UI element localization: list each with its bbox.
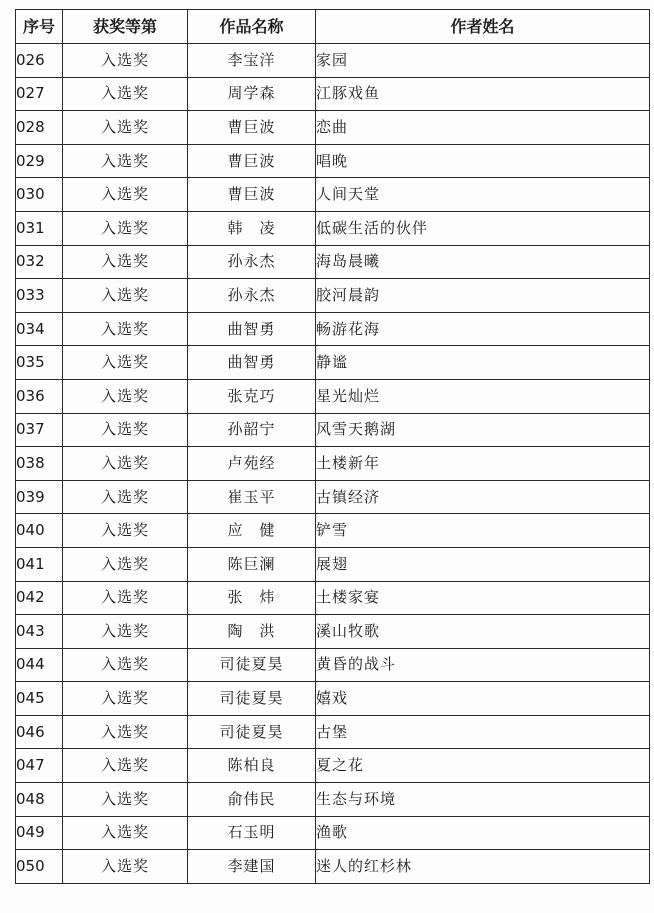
cell-award: 入选奖 bbox=[63, 346, 188, 380]
cell-work-name: 陈巨澜 bbox=[188, 547, 316, 581]
cell-number: 050 bbox=[16, 850, 63, 884]
table-row bbox=[16, 245, 650, 279]
cell-number: 046 bbox=[16, 715, 63, 749]
cell-award: 入选奖 bbox=[63, 447, 188, 481]
cell-work-name: 韩 凌 bbox=[188, 211, 316, 245]
cell-work-name: 周学森 bbox=[188, 77, 316, 111]
table-row bbox=[16, 279, 650, 313]
cell-number: 042 bbox=[16, 581, 63, 615]
table-row bbox=[16, 312, 650, 346]
table-row bbox=[16, 480, 650, 514]
cell-work-name: 司徒夏昊 bbox=[188, 648, 316, 682]
cell-author-name: 恋曲 bbox=[316, 111, 650, 145]
cell-number: 037 bbox=[16, 413, 63, 447]
cell-award: 入选奖 bbox=[63, 44, 188, 78]
cell-work-name: 曹巨波 bbox=[188, 178, 316, 212]
cell-work-name: 司徒夏昊 bbox=[188, 715, 316, 749]
header-row bbox=[16, 10, 650, 44]
table-row bbox=[16, 447, 650, 481]
cell-author-name: 展翅 bbox=[316, 547, 650, 581]
cell-number: 045 bbox=[16, 682, 63, 716]
table-row bbox=[16, 514, 650, 548]
cell-author-name: 古堡 bbox=[316, 715, 650, 749]
table-row bbox=[16, 648, 650, 682]
cell-number: 028 bbox=[16, 111, 63, 145]
cell-author-name: 嬉戏 bbox=[316, 682, 650, 716]
cell-work-name: 曹巨波 bbox=[188, 111, 316, 145]
cell-author-name: 静谧 bbox=[316, 346, 650, 380]
cell-work-name: 司徒夏昊 bbox=[188, 682, 316, 716]
header-author-name: 作者姓名 bbox=[316, 10, 650, 44]
cell-award: 入选奖 bbox=[63, 514, 188, 548]
cell-number: 030 bbox=[16, 178, 63, 212]
cell-award: 入选奖 bbox=[63, 413, 188, 447]
header-award: 获奖等第 bbox=[63, 10, 188, 44]
table-body bbox=[16, 44, 650, 884]
cell-award: 入选奖 bbox=[63, 312, 188, 346]
header-number: 序号 bbox=[16, 10, 63, 44]
cell-work-name: 曲智勇 bbox=[188, 312, 316, 346]
table-row bbox=[16, 547, 650, 581]
cell-number: 049 bbox=[16, 816, 63, 850]
cell-work-name: 曹巨波 bbox=[188, 144, 316, 178]
cell-author-name: 胶河晨韵 bbox=[316, 279, 650, 313]
cell-number: 048 bbox=[16, 783, 63, 817]
cell-work-name: 孙永杰 bbox=[188, 279, 316, 313]
cell-number: 036 bbox=[16, 379, 63, 413]
table-row bbox=[16, 715, 650, 749]
table-row bbox=[16, 211, 650, 245]
table-row bbox=[16, 682, 650, 716]
cell-author-name: 夏之花 bbox=[316, 749, 650, 783]
table-row bbox=[16, 413, 650, 447]
cell-award: 入选奖 bbox=[63, 850, 188, 884]
table-row bbox=[16, 44, 650, 78]
cell-number: 032 bbox=[16, 245, 63, 279]
cell-number: 034 bbox=[16, 312, 63, 346]
cell-number: 038 bbox=[16, 447, 63, 481]
cell-award: 入选奖 bbox=[63, 77, 188, 111]
cell-author-name: 土楼家宴 bbox=[316, 581, 650, 615]
cell-work-name: 张 炜 bbox=[188, 581, 316, 615]
cell-number: 047 bbox=[16, 749, 63, 783]
header-work-name: 作品名称 bbox=[188, 10, 316, 44]
table-row bbox=[16, 783, 650, 817]
cell-work-name: 俞伟民 bbox=[188, 783, 316, 817]
cell-award: 入选奖 bbox=[63, 581, 188, 615]
cell-author-name: 江豚戏鱼 bbox=[316, 77, 650, 111]
cell-award: 入选奖 bbox=[63, 144, 188, 178]
table-header bbox=[16, 10, 650, 44]
cell-author-name: 铲雪 bbox=[316, 514, 650, 548]
cell-number: 026 bbox=[16, 44, 63, 78]
cell-author-name: 海岛晨曦 bbox=[316, 245, 650, 279]
cell-work-name: 曲智勇 bbox=[188, 346, 316, 380]
cell-work-name: 卢苑经 bbox=[188, 447, 316, 481]
table-row bbox=[16, 111, 650, 145]
cell-author-name: 迷人的红杉林 bbox=[316, 850, 650, 884]
table-row bbox=[16, 581, 650, 615]
cell-author-name: 畅游花海 bbox=[316, 312, 650, 346]
cell-number: 039 bbox=[16, 480, 63, 514]
table-row bbox=[16, 816, 650, 850]
table-row bbox=[16, 749, 650, 783]
cell-award: 入选奖 bbox=[63, 245, 188, 279]
cell-author-name: 唱晚 bbox=[316, 144, 650, 178]
cell-work-name: 孙韶宁 bbox=[188, 413, 316, 447]
cell-author-name: 溪山牧歌 bbox=[316, 615, 650, 649]
cell-work-name: 李宝洋 bbox=[188, 44, 316, 78]
cell-award: 入选奖 bbox=[63, 379, 188, 413]
cell-author-name: 家园 bbox=[316, 44, 650, 78]
cell-award: 入选奖 bbox=[63, 279, 188, 313]
cell-work-name: 崔玉平 bbox=[188, 480, 316, 514]
cell-award: 入选奖 bbox=[63, 783, 188, 817]
cell-award: 入选奖 bbox=[63, 682, 188, 716]
cell-number: 041 bbox=[16, 547, 63, 581]
cell-number: 027 bbox=[16, 77, 63, 111]
cell-award: 入选奖 bbox=[63, 211, 188, 245]
cell-number: 035 bbox=[16, 346, 63, 380]
cell-number: 033 bbox=[16, 279, 63, 313]
cell-award: 入选奖 bbox=[63, 111, 188, 145]
cell-number: 043 bbox=[16, 615, 63, 649]
cell-work-name: 张克巧 bbox=[188, 379, 316, 413]
cell-author-name: 低碳生活的伙伴 bbox=[316, 211, 650, 245]
cell-award: 入选奖 bbox=[63, 547, 188, 581]
cell-award: 入选奖 bbox=[63, 749, 188, 783]
cell-work-name: 孙永杰 bbox=[188, 245, 316, 279]
cell-award: 入选奖 bbox=[63, 715, 188, 749]
cell-award: 入选奖 bbox=[63, 178, 188, 212]
cell-author-name: 风雪天鹅湖 bbox=[316, 413, 650, 447]
cell-author-name: 生态与环境 bbox=[316, 783, 650, 817]
cell-award: 入选奖 bbox=[63, 615, 188, 649]
cell-author-name: 人间天堂 bbox=[316, 178, 650, 212]
award-table bbox=[15, 9, 650, 884]
cell-author-name: 古镇经济 bbox=[316, 480, 650, 514]
cell-number: 031 bbox=[16, 211, 63, 245]
cell-number: 029 bbox=[16, 144, 63, 178]
cell-author-name: 土楼新年 bbox=[316, 447, 650, 481]
cell-number: 040 bbox=[16, 514, 63, 548]
cell-author-name: 渔歌 bbox=[316, 816, 650, 850]
table-row bbox=[16, 615, 650, 649]
cell-award: 入选奖 bbox=[63, 816, 188, 850]
table-row bbox=[16, 178, 650, 212]
cell-work-name: 陈柏良 bbox=[188, 749, 316, 783]
cell-award: 入选奖 bbox=[63, 648, 188, 682]
table-row bbox=[16, 850, 650, 884]
table-row bbox=[16, 77, 650, 111]
cell-work-name: 应 健 bbox=[188, 514, 316, 548]
table-row bbox=[16, 144, 650, 178]
cell-author-name: 黄昏的战斗 bbox=[316, 648, 650, 682]
cell-work-name: 石玉明 bbox=[188, 816, 316, 850]
cell-work-name: 李建国 bbox=[188, 850, 316, 884]
cell-work-name: 陶 洪 bbox=[188, 615, 316, 649]
cell-author-name: 星光灿烂 bbox=[316, 379, 650, 413]
table-row bbox=[16, 379, 650, 413]
cell-award: 入选奖 bbox=[63, 480, 188, 514]
cell-number: 044 bbox=[16, 648, 63, 682]
table-row bbox=[16, 346, 650, 380]
